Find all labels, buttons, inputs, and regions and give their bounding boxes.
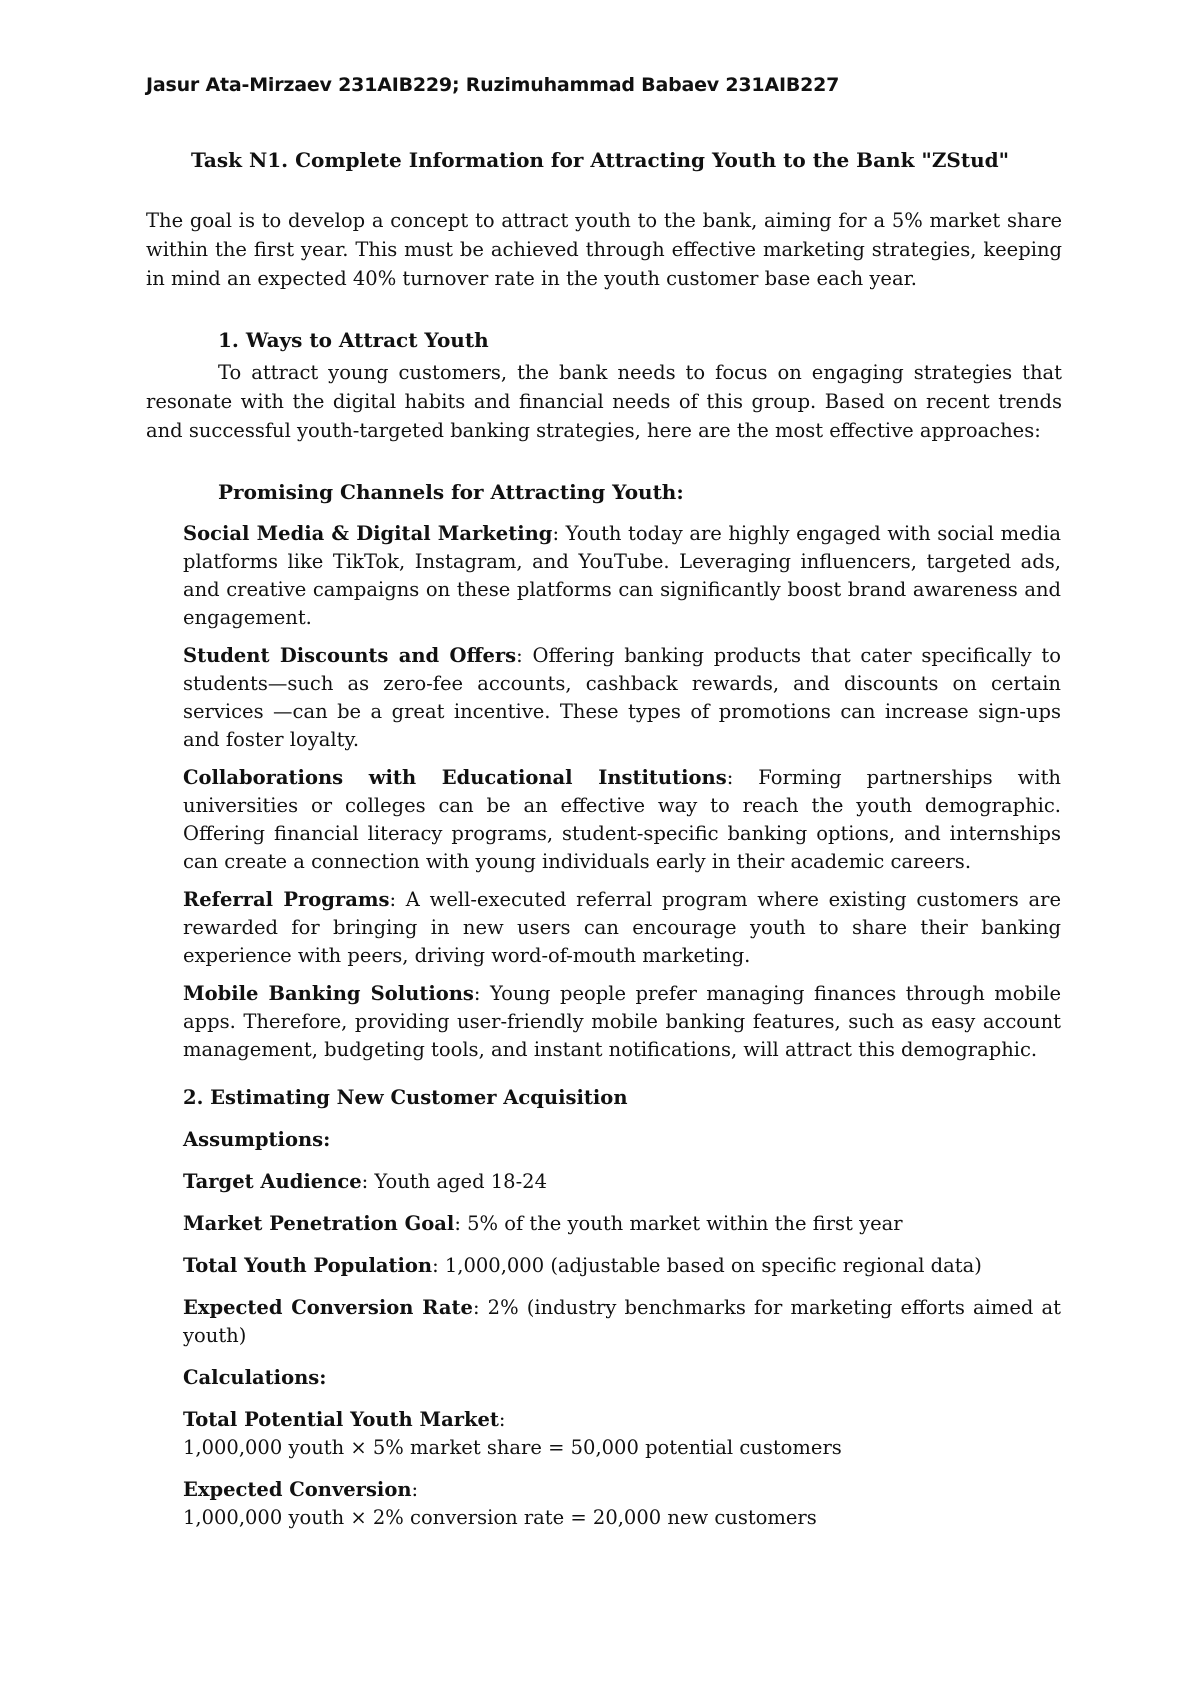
calculation-term: Expected Conversion [183, 1478, 412, 1501]
intro-paragraph: The goal is to develop a concept to attract youth to the bank, aiming for a 5% market share within the first year. This must be achieved through effective marketing strategies, keeping in mind an expected 40% turnover rate in the youth customer base each year. [146, 209, 1062, 290]
assumption-item [183, 1294, 1061, 1350]
channel-text: : Young people prefer managing finances through mobile apps. Therefore, providing user-friendly mobile banking features, such as easy account management, budgeting tools, and instant notifications, will attract this demographic. [183, 982, 1061, 1061]
assumption-item [183, 1210, 1061, 1238]
assumption-term: Total Youth Population [183, 1254, 433, 1277]
channel-item [183, 642, 1061, 754]
assumption-text: : 5% of the youth market within the first year [454, 1212, 903, 1235]
section-1-paragraph: To attract young customers, the bank needs to focus on engaging strategies that resonate with the digital habits and financial needs of this group. Based on recent trends and successful youth-targeted banking strategies, here are the most effective approaches: [146, 361, 1062, 442]
assumption-item [183, 1168, 1061, 1196]
channel-term: Collaborations with Educational Institutions [183, 766, 727, 789]
document-title: Task N1. Complete Information for Attracting Youth to the Bank "ZStud" [190, 148, 1010, 172]
channel-text: : Youth today are highly engaged with social media platforms like TikTok, Instagram, and YouTube. Leveraging influencers, targeted ads, and creative campaigns on these platforms can significantly boost brand awareness and engagement. [183, 522, 1061, 629]
channel-item [183, 980, 1061, 1064]
channel-term: Referral Programs [183, 888, 390, 911]
calculation-formula: 1,000,000 youth × 2% conversion rate = 20,000 new customers [183, 1506, 817, 1529]
calculation-item [183, 1476, 1061, 1532]
channels-list [183, 520, 1061, 1074]
channel-item [183, 520, 1061, 632]
section-1-heading: 1. Ways to Attract Youth [218, 328, 489, 352]
calculations-heading: Calculations: [183, 1366, 327, 1389]
assumption-term: Market Penetration Goal [183, 1212, 455, 1235]
calculation-sep: : [498, 1408, 506, 1431]
channel-item [183, 764, 1061, 876]
assumption-term: Expected Conversion Rate [183, 1296, 473, 1319]
channel-text: : A well-executed referral program where existing customers are rewarded for bringing in new users can encourage youth to share their banking experience with peers, driving word-of-mouth marketing. [183, 888, 1061, 967]
author-header: Jasur Ata-Mirzaev 231AIB229; Ruzimuhammad Babaev 231AIB227 [146, 74, 840, 96]
calculation-sep: : [411, 1478, 419, 1501]
assumption-term: Target Audience [183, 1170, 362, 1193]
channel-text: : Offering banking products that cater specifically to students—such as zero-fee accounts, cashback rewards, and discounts on certain services —can be a great incentive. These types of promotions can increase sign-ups and foster loyalty. [183, 644, 1061, 751]
calculation-item [183, 1406, 1061, 1462]
assumption-text: : Youth aged 18-24 [361, 1170, 547, 1193]
section-2 [183, 1084, 1061, 1546]
channels-heading: Promising Channels for Attracting Youth: [218, 480, 684, 504]
assumptions-heading: Assumptions: [183, 1128, 331, 1151]
calculation-term: Total Potential Youth Market [183, 1408, 499, 1431]
channel-term: Mobile Banking Solutions [183, 982, 474, 1005]
assumption-text: : 2% (industry benchmarks for marketing efforts aimed at youth) [183, 1296, 1061, 1347]
channel-item [183, 886, 1061, 970]
channel-term: Social Media & Digital Marketing [183, 522, 553, 545]
section-2-heading: 2. Estimating New Customer Acquisition [183, 1086, 628, 1109]
channel-term: Student Discounts and Offers [183, 644, 517, 667]
calculation-formula: 1,000,000 youth × 5% market share = 50,000 potential customers [183, 1436, 842, 1459]
channel-text: : Forming partnerships with universities or colleges can be an effective way to reach the youth demographic. Offering financial literacy programs, student-specific banking options, and internships can create a connection with young individuals early in their academic careers. [183, 766, 1061, 873]
assumption-text: : 1,000,000 (adjustable based on specific regional data) [432, 1254, 982, 1277]
assumption-item [183, 1252, 1061, 1280]
